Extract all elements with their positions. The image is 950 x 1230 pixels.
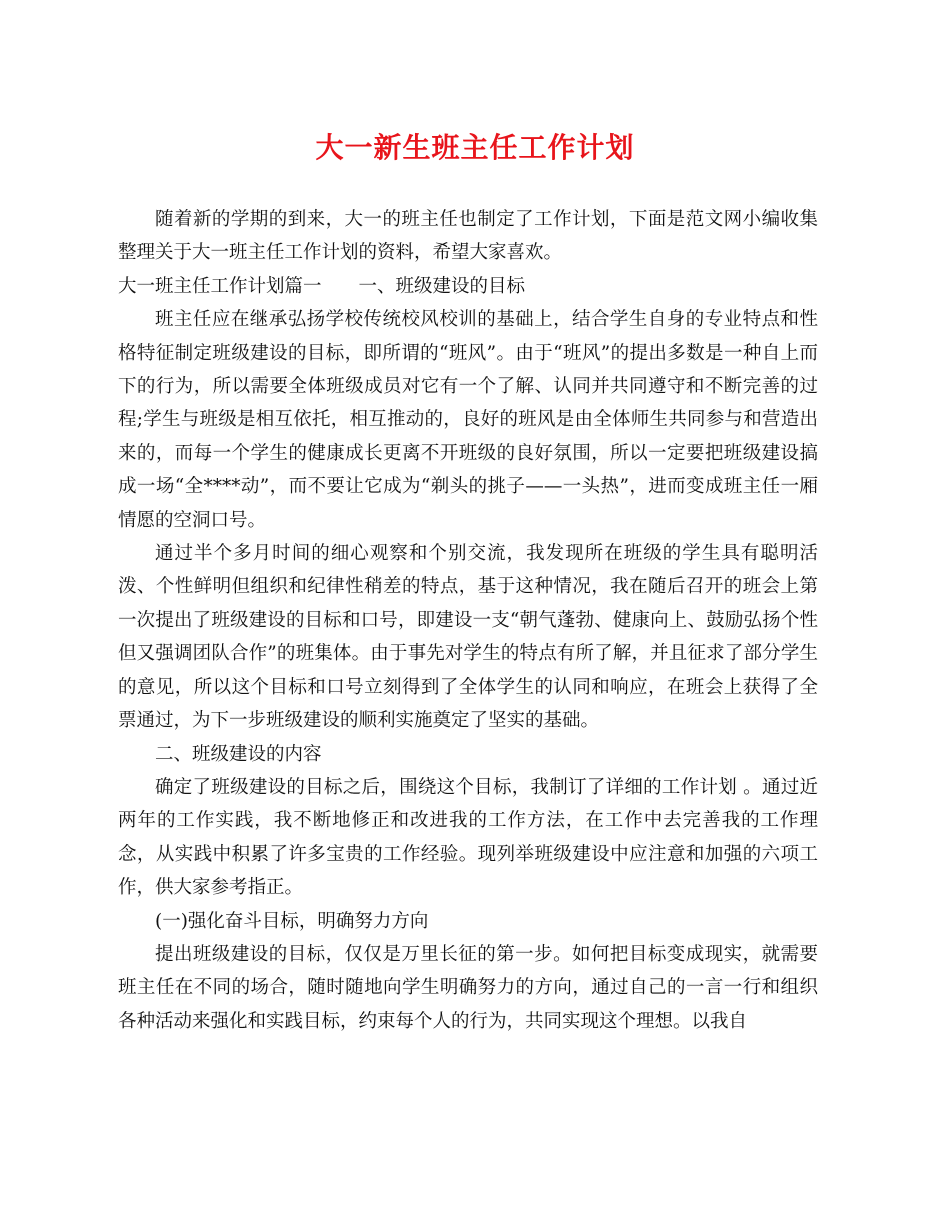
document-body — [118, 203, 818, 1038]
section-heading-3: (一)强化奋斗目标，明确努力方向 — [155, 910, 429, 932]
paragraph-3: 确定了班级建设的目标之后，围绕这个目标，我制订了详细的工作计划 。通过近两年的工作实践，我不断地修正和改进我的工作方法，在工作中去完善我的工作理念，从实践中积累了许多宝贵的工作经验。现列举班级建设中应注意和加强的六项工作，供大家参考指正。 — [118, 776, 818, 899]
intro-paragraph: 随着新的学期的到来，大一的班主任也制定了工作计划，下面是范文网小编收集整理关于大一班主任工作计划的资料，希望大家喜欢。 — [118, 209, 818, 264]
paragraph-2: 通过半个多月时间的细心观察和个别交流，我发现所在班级的学生具有聪明活泼、个性鲜明但组织和纪律性稍差的特点，基于这种情况，我在随后召开的班会上第一次提出了班级建设的目标和口号，即建设一支“朝气蓬勃、健康向上、鼓励弘扬个性但又强调团队合作”的班集体。由于事先对学生的特点有所了解，并且征求了部分学生的意见，所以这个目标和口号立刻得到了全体学生的认同和响应，在班会上获得了全票通过，为下一步班级建设的顺利实施奠定了坚实的基础。 — [118, 543, 818, 732]
section-heading-1: 大一班主任工作计划篇一 一、班级建设的目标 — [118, 275, 526, 297]
paragraph-4: 提出班级建设的目标，仅仅是万里长征的第一步。如何把目标变成现实，就需要班主任在不同的场合，随时随地向学生明确努力的方向，通过自己的一言一行和组织各种活动来强化和实践目标，约束每个人的行为，共同实现这个理想。以我自 — [118, 943, 818, 1032]
section-heading-2: 二、班级建设的内容 — [155, 743, 322, 765]
document-title: 大一新生班主任工作计划 — [315, 131, 635, 164]
paragraph-1: 班主任应在继承弘扬学校传统校风校训的基础上，结合学生自身的专业特点和性格特征制定班级建设的目标，即所谓的“班风”。由于“班风”的提出多数是一种自上而下的行为，所以需要全体班级成员对它有一个了解、认同并共同遵守和不断完善的过程;学生与班级是相互依托，相互推动的，良好的班风是由全体师生共同参与和营造出来的，而每一个学生的健康成长更离不开班级的良好氛围，所以一定要把班级建设搞成一场“全****动”，而不要让它成为“剃头的挑子——一头热”，进而变成班主任一厢情愿的空洞口号。 — [118, 309, 818, 531]
